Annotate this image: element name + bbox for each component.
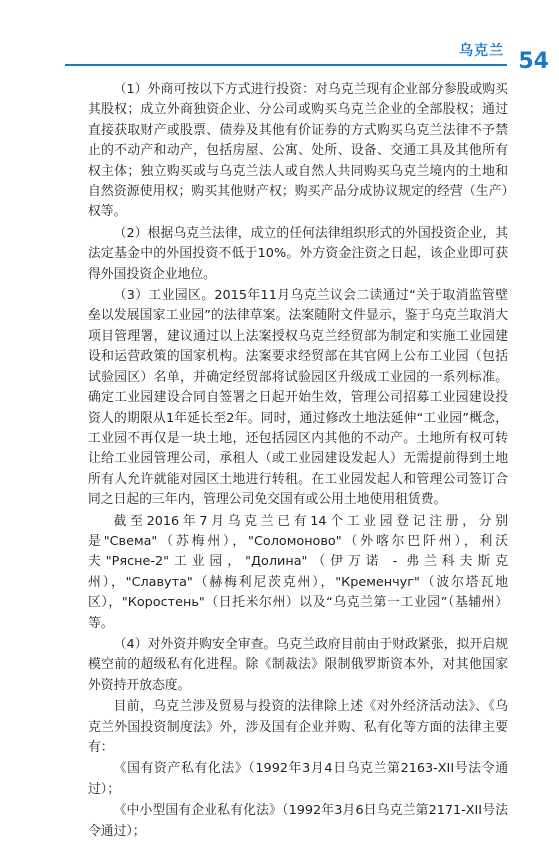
law-item: 《中小型国有企业私有化法》（1992年3月6日乌克兰第2171-XII号法令通过）； — [88, 803, 508, 839]
page-header — [0, 0, 559, 88]
paragraph-merger-security-review: （4）对外资并购安全审查。乌克兰政府目前由于财政紧张，拟开启规模空前的超级私有化进程。除《制裁法》限制俄罗斯资本外，对其他国家外资持开放态度。 — [88, 636, 508, 693]
paragraph-investment-methods: （1）外商可按以下方式进行投资：对乌克兰现有企业部分参股或购买其股权；成立外商独资企业、分公司或购买乌克兰企业的全部股权；通过直接获取财产或股票、债券及其他有价证券的方式购买乌克兰法律不予禁止的不动产和动产，包括房屋、公寓、处所、设备、交通工具及其他所有权主体；独立购买或与乌克兰法人或自然人共同购买乌克兰境内的土地和自然资源使用权；购买其他财产权；购买产品分成协议规定的经营（生产）权等。 — [88, 82, 508, 220]
body-text — [88, 80, 508, 843]
law-item: 《国有资产私有化法》（1992年3月4日乌克兰第2163-XII号法令通过）； — [88, 761, 508, 797]
paragraph-registered-parks: 截至2016年7月乌克兰已有14个工业园登记注册，分别是"Свема"（苏梅州），"Соломоново"（外喀尔巴阡州），利沃夫"Рясне-2"工业园，"Долина"（伊万诺 - 弗兰科夫斯克州），"Славута"（赫梅利尼茨克州），"Кременчуг"（波尔塔瓦地区），"Коростень"（日托米尔州）以及“乌克兰第一工业园”（基辅州）等。 — [88, 513, 508, 631]
paragraph-laws-intro: 目前，乌克兰涉及贸易与投资的法律除上述《对外经济活动法》、《乌克兰外国投资制度法》外，涉及国有企业并购、私有化等方面的法律主要有： — [88, 699, 508, 755]
header-rule — [65, 64, 507, 66]
page-number: 54 — [518, 49, 549, 74]
paragraph-industrial-parks: （3）工业园区。2015年11月乌克兰议会二读通过“关于取消监管壁垒以发展国家工业园”的法律草案。法案随附文件显示，鉴于乌克兰取消大项目管理署，建议通过以上法案授权乌克兰经贸部为制定和实施工业园建设和运营政策的国家机构。法案要求经贸部在其官网上公布工业园（包括试验园区）名单，并确定经贸部将试验园区升级成工业园的一系列标准。确定工业园建设合同自签署之日起开始生效，管理公司招募工业园建设投资人的期限从1年延长至2年。同时，通过修改土地法延伸“工业园”概念，工业园不再仅是一块土地，还包括园区内其他的不动产。土地所有权可转让给工业园管理公司，承租人（或工业园建设发起人）无需提前得到土地所有人允许就能对园区土地进行转租。在工业园发起人和管理公司签订合同之日起的三年内，管理公司免交国有或公用土地使用租赁费。 — [88, 288, 508, 508]
paragraph-foreign-investment-enterprise: （2）根据乌克兰法律，成立的任何法律组织形式的外国投资企业，其法定基金中的外国投资不低于10%。外方资金注资之日起，该企业即可获得外国投资企业地位。 — [88, 225, 508, 282]
running-header-country: 乌克兰 — [459, 43, 504, 59]
